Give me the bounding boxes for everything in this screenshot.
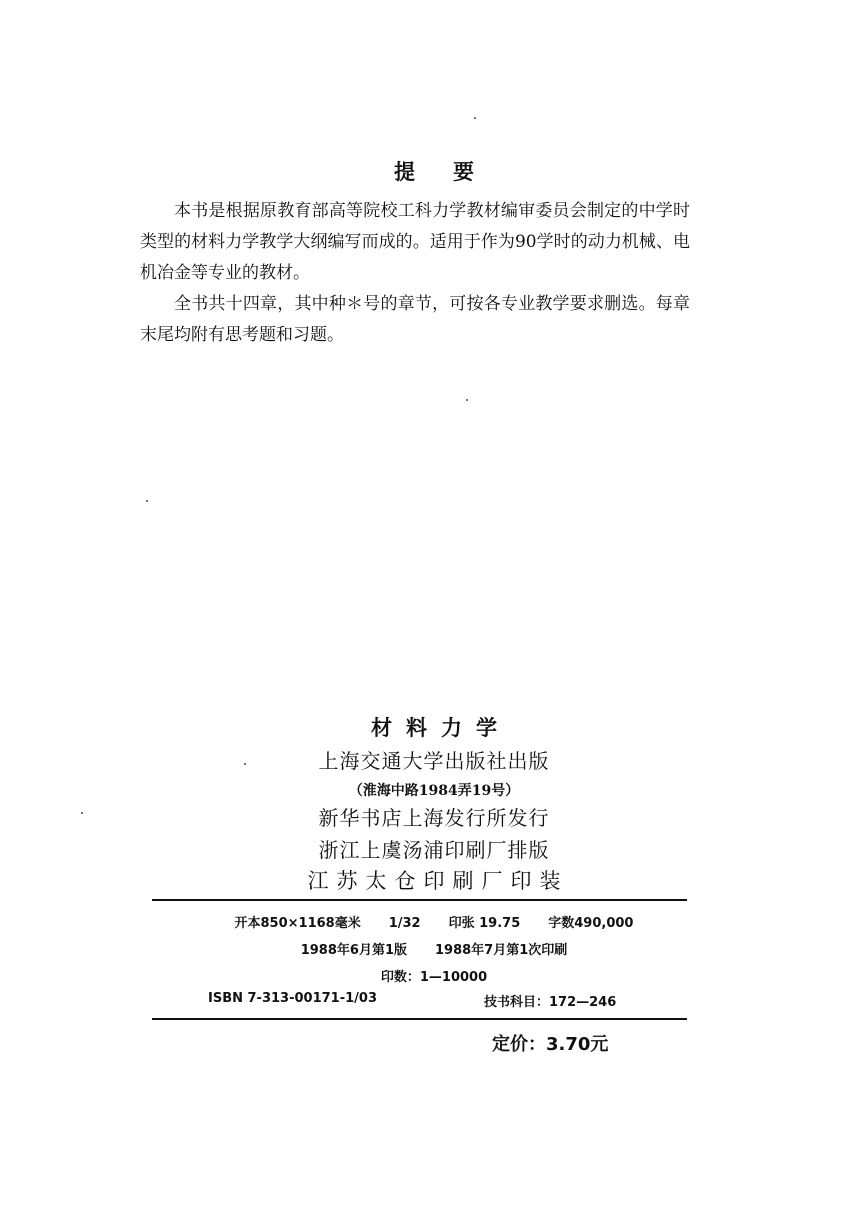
book-title: 材料力学 [371,715,511,740]
scan-speck [244,763,246,765]
divider-top [152,899,687,901]
spec-format: 开本850×1168毫米 [234,916,361,931]
spec-edition-line [0,939,868,958]
distributor: 新华书店上海发行所发行 [318,806,550,830]
scan-speck [466,399,468,401]
spec-format-line [0,912,868,931]
spec-word-count: 字数490,000 [548,916,634,931]
abstract-body [140,196,690,351]
spec-fold: 1/32 [388,916,421,931]
spec-first-edition: 1988年6月第1版 [300,943,407,958]
spec-print-run: 印数：1—10000 [380,970,488,985]
printer: 江苏太仓印刷厂印装 [307,869,569,893]
spec-first-printing: 1988年7月第1次印刷 [435,943,568,958]
spec-sheets: 印张 19.75 [448,916,521,931]
divider-bottom [152,1018,687,1020]
scan-speck [81,812,83,814]
abstract-paragraph-2: 全书共十四章，其中种＊号的章节，可按各专业教学要求删选。每章末尾均附有思考题和习题。 [140,294,690,345]
scan-speck [146,500,148,502]
typesetter: 浙江上虞汤浦印刷厂排版 [318,838,550,862]
scan-speck [474,117,476,119]
publisher-address: （淮海中路1984弄19号） [348,783,520,799]
publisher: 上海交通大学出版社出版 [318,749,550,773]
spec-subject-code: 技书科目：172—246 [484,995,617,1010]
spec-isbn: ISBN 7-313-00171-1/03 [208,991,377,1006]
abstract-paragraph-1: 本书是根据原教育部高等院校工科力学教材编审委员会制定的中学时类型的材料力学教学大纲编写而成的。适用于作为90学时的动力机械、电机冶金等专业的教材。 [140,201,690,283]
price: 定价：3.70元 [492,1034,609,1055]
abstract-title: 提要 [394,159,512,184]
